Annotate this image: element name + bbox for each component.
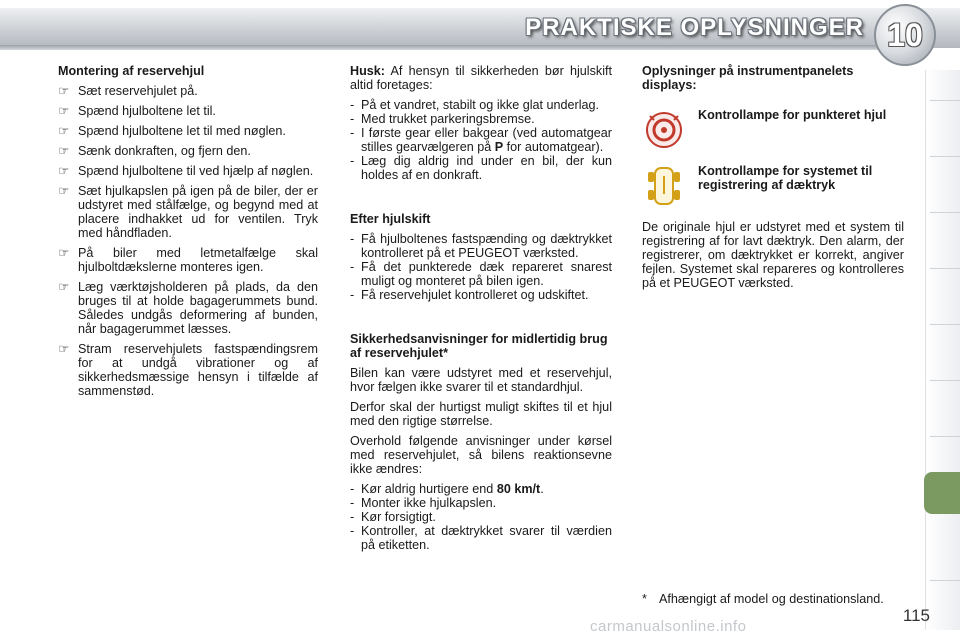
list-item-text: Læg værktøjsholderen på plads, da den bruges til at holde bagagerummets bund. Således undgås deformering af bunden, når bagagerummet læsses. (78, 280, 318, 336)
list-item (58, 84, 318, 98)
hand-pointer-icon: ☞ (58, 246, 70, 260)
list-item-text: I første gear eller bakgear (ved automatgear stilles gearvælgeren på (361, 126, 612, 154)
list-item (58, 246, 318, 274)
dash-bullet: - (350, 112, 355, 126)
hand-pointer-icon: ☞ (58, 164, 70, 178)
footnote-text: Afhængigt af model og destinationsland. (659, 592, 884, 606)
remember-label: Husk: (350, 64, 385, 78)
gear-p-label: P (494, 140, 504, 154)
list-item-text: Stram reservehjulets fastspændingsrem for at undgå vibrationer og af sikkerhedsmæssige hensyn i tilfælde af sammenstød. (78, 342, 318, 398)
section-heading-mounting: Montering af reservehjul (58, 64, 205, 78)
list-item (58, 342, 318, 398)
lamp-pressure-label: Kontrollampe for systemet til registrering af dæktryk (698, 164, 873, 192)
list-item-text: Sæt hjulkapslen på igen på de biler, der er udstyret med stålfælge, og begynd med at placere indhakket ud for ventilen. Tryk med håndfladen. (78, 184, 318, 240)
page-number: 115 (902, 606, 930, 625)
hand-pointer-icon: ☞ (58, 184, 70, 198)
tab-divider (930, 380, 960, 381)
section-heading-spare-safety: Sikkerhedsanvisninger for midlertidig brug af reservehjulet* (350, 332, 608, 360)
list-item (350, 126, 612, 154)
page-title: PRAKTISKE OPLYSNINGER (525, 14, 864, 41)
list-item (58, 280, 318, 336)
hand-pointer-icon: ☞ (58, 84, 70, 98)
list-item-text: . (540, 482, 544, 496)
list-item-text: Sæt reservehjulet på. (78, 84, 198, 98)
list-item-text: Kør aldrig hurtigere end (361, 482, 497, 496)
after-list (350, 232, 612, 302)
tab-divider (930, 212, 960, 213)
remember-text: Af hensyn til sikkerheden bør hjulskift altid foretages: (350, 64, 612, 92)
tab-divider (930, 268, 960, 269)
paragraph: Bilen kan være udstyret med et reservehjul, hvor fælgen ikke svarer til et standardhjul. (350, 366, 612, 394)
list-item (350, 232, 612, 260)
column-instrument-info (642, 64, 904, 296)
dash-bullet: - (350, 232, 355, 246)
hand-pointer-icon: ☞ (58, 342, 70, 356)
dash-bullet: - (350, 98, 355, 112)
list-item (350, 112, 612, 126)
dash-bullet: - (350, 126, 355, 140)
speed-limit-value: 80 km/t (496, 482, 541, 496)
list-item-text: Få hjulboltenes fastspænding og dæktrykket kontrolleret på et PEUGEOT værksted. (361, 232, 612, 260)
mounting-steps (58, 84, 318, 398)
tyre-pressure-system-icon (644, 164, 684, 208)
list-item-text: På et vandret, stabilt og ikke glat underlag. (361, 98, 600, 112)
list-item (350, 510, 612, 524)
column-mounting (58, 64, 318, 404)
hand-pointer-icon: ☞ (58, 104, 70, 118)
list-item-text: Sænk donkraften, og fjern den. (78, 144, 251, 158)
paragraph: Derfor skal der hurtigst muligt skiftes til et hjul med den rigtige størrelse. (350, 400, 612, 428)
dash-bullet: - (350, 288, 355, 302)
footnote-marker: * (642, 592, 647, 606)
dash-bullet: - (350, 524, 355, 538)
list-item-text: Spænd hjulboltene let til. (78, 104, 216, 118)
punctured-tyre-warning-icon (644, 108, 684, 152)
list-item (350, 496, 612, 510)
hand-pointer-icon: ☞ (58, 144, 70, 158)
list-item (58, 164, 318, 178)
list-item (58, 144, 318, 158)
dash-bullet: - (350, 154, 355, 168)
list-item-text: Læg dig aldrig ind under en bil, der kun holdes af en donkraft. (361, 154, 612, 182)
dash-bullet: - (350, 482, 355, 496)
list-item-text: Spænd hjulboltene til ved hjælp af nøglen. (78, 164, 314, 178)
list-item-text: Med trukket parkeringsbremse. (361, 112, 535, 126)
list-item (350, 98, 612, 112)
paragraph: De originale hjul er udstyret med et system til registrering af for lavt dæktryk. Den alarm, der registrerer, om dæktrykket er korrekt, angiver fejlen. Systemet skal repareres og kontrolleres på et PEUGEOT værksted. (642, 220, 904, 290)
tab-divider (930, 156, 960, 157)
dash-bullet: - (350, 260, 355, 274)
list-item-text: På biler med letmetalfælge skal hjulboltdækslerne monteres igen. (78, 246, 318, 274)
lamp-punctured (642, 108, 904, 156)
tab-divider (930, 580, 960, 581)
list-item-text: Monter ikke hjulkapslen. (361, 496, 497, 510)
chapter-tab-rail (925, 70, 960, 630)
tab-divider (930, 100, 960, 101)
list-item-text: Få reservehjulet kontrolleret og udskiftet. (361, 288, 589, 302)
list-item-text: Spænd hjulboltene let til med nøglen. (78, 124, 286, 138)
list-item-text: Kontroller, at dæktrykket svarer til værdien på etiketten. (361, 524, 612, 552)
chapter-badge: 10 (874, 4, 936, 66)
list-item (350, 524, 612, 552)
list-item (58, 104, 318, 118)
lamp-pressure-system (642, 164, 904, 212)
dash-bullet: - (350, 510, 355, 524)
tab-divider (930, 436, 960, 437)
list-item (350, 260, 612, 288)
list-item-text: Kør forsigtigt. (361, 510, 436, 524)
section-heading-after: Efter hjulskift (350, 212, 431, 226)
section-heading-displays: Oplysninger på instrumentpanelets displays: (642, 64, 854, 92)
hand-pointer-icon: ☞ (58, 124, 70, 138)
list-item (58, 124, 318, 138)
chapter-tab-active[interactable] (924, 472, 960, 514)
hand-pointer-icon: ☞ (58, 280, 70, 294)
watermark: carmanualsonline.info (590, 618, 747, 635)
dash-bullet: - (350, 496, 355, 510)
list-item (350, 154, 612, 182)
tab-divider (930, 324, 960, 325)
list-item-text: Få det punkterede dæk repareret snarest muligt og monteret på bilen igen. (361, 260, 612, 288)
footnote (642, 592, 904, 606)
paragraph: Overhold følgende anvisninger under kørsel med reservehjulet, så bilens reaktionsevne ikke ændres: (350, 434, 612, 476)
spare-safety-list (350, 482, 612, 552)
remember-list (350, 98, 612, 182)
list-item (58, 184, 318, 240)
list-item (350, 288, 612, 302)
remember-note (350, 64, 612, 92)
list-item (350, 482, 612, 496)
lamp-punctured-label: Kontrollampe for punkteret hjul (698, 108, 887, 122)
list-item-text: for automatgear). (503, 140, 604, 154)
column-safety (350, 64, 612, 552)
